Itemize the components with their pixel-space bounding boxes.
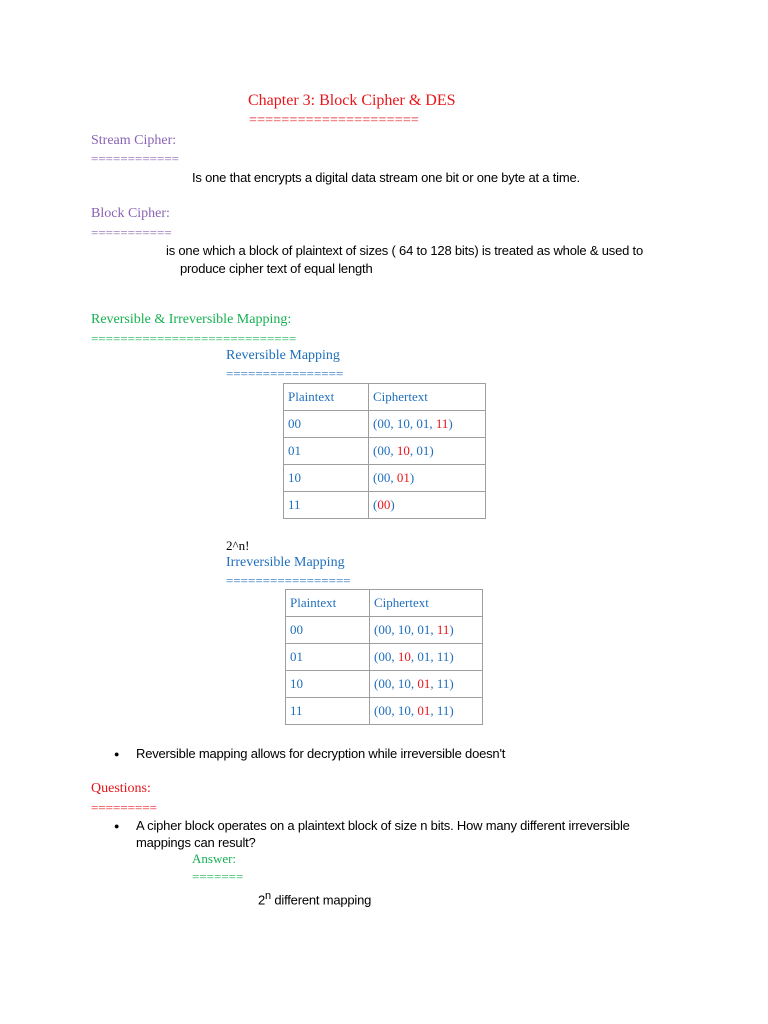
column-header-plaintext: Plaintext [284,384,369,411]
stream-cipher-definition: Is one that encrypts a digital data stream one bit or one byte at a time. [192,170,580,185]
table-row [284,438,486,465]
ciphertext-cell: (00, 10, 01, 11) [370,698,483,725]
table-row [286,644,483,671]
table-row [284,465,486,492]
plaintext-cell: 01 [284,438,369,465]
table-row [286,671,483,698]
plaintext-cell: 00 [284,411,369,438]
table-header-row [286,590,483,617]
irreversible-mapping-table [285,589,483,725]
stream-cipher-heading: Stream Cipher: [91,133,177,148]
mapping-heading: Reversible & Irreversible Mapping: [91,312,292,327]
plaintext-cell: 00 [286,617,370,644]
answer-exponent: n [265,890,271,902]
table-row [286,617,483,644]
reversible-rule: ================ [226,366,344,381]
answer-text [258,890,371,907]
bullet-icon: ● [114,749,120,759]
bullet-icon: ● [114,821,120,831]
answer-base: 2 [258,892,266,908]
stream-cipher-rule: ============ [91,151,179,166]
table-row [284,492,486,519]
plaintext-cell: 10 [284,465,369,492]
plaintext-cell: 10 [286,671,370,698]
table-row [284,411,486,438]
block-cipher-definition-line2: produce cipher text of equal length [180,261,373,276]
ciphertext-cell: (00, 10, 01, 11) [370,671,483,698]
ciphertext-cell: (00, 10, 01, 11) [370,644,483,671]
column-header-ciphertext: Ciphertext [369,384,486,411]
question-1-line2: mappings can result? [136,835,256,850]
title-rule: ===================== [249,113,420,128]
plaintext-cell: 11 [284,492,369,519]
reversible-heading: Reversible Mapping [226,348,340,363]
formula-text: 2^n! [226,538,250,553]
ciphertext-cell: (00, 10, 01, 11) [369,411,486,438]
reversible-mapping-table [283,383,486,519]
page-title: Chapter 3: Block Cipher & DES [248,92,456,109]
ciphertext-cell: (00, 10, 01, 11) [370,617,483,644]
answer-label: Answer: [192,851,237,866]
column-header-plaintext: Plaintext [286,590,370,617]
mapping-note: Reversible mapping allows for decryption while irreversible doesn't [136,746,506,761]
ciphertext-cell: (00, 10, 01) [369,438,486,465]
table-header-row [284,384,486,411]
block-cipher-rule: =========== [91,225,172,240]
questions-heading: Questions: [91,781,151,796]
plaintext-cell: 11 [286,698,370,725]
mapping-rule: ============================ [91,331,297,346]
block-cipher-heading: Block Cipher: [91,206,170,221]
questions-rule: ========= [91,800,157,815]
ciphertext-cell: (00) [369,492,486,519]
plaintext-cell: 01 [286,644,370,671]
answer-rule: ======= [192,869,244,884]
block-cipher-definition-line1: is one which a block of plaintext of sizes ( 64 to 128 bits) is treated as whole & used to [166,243,643,258]
question-1-line1: A cipher block operates on a plaintext block of size n bits. How many different irreversible [136,818,630,833]
answer-suffix: different mapping [270,892,372,908]
irreversible-heading: Irreversible Mapping [226,555,345,570]
column-header-ciphertext: Ciphertext [370,590,483,617]
ciphertext-cell: (00, 01) [369,465,486,492]
irreversible-rule: ================= [226,573,351,588]
table-row [286,698,483,725]
